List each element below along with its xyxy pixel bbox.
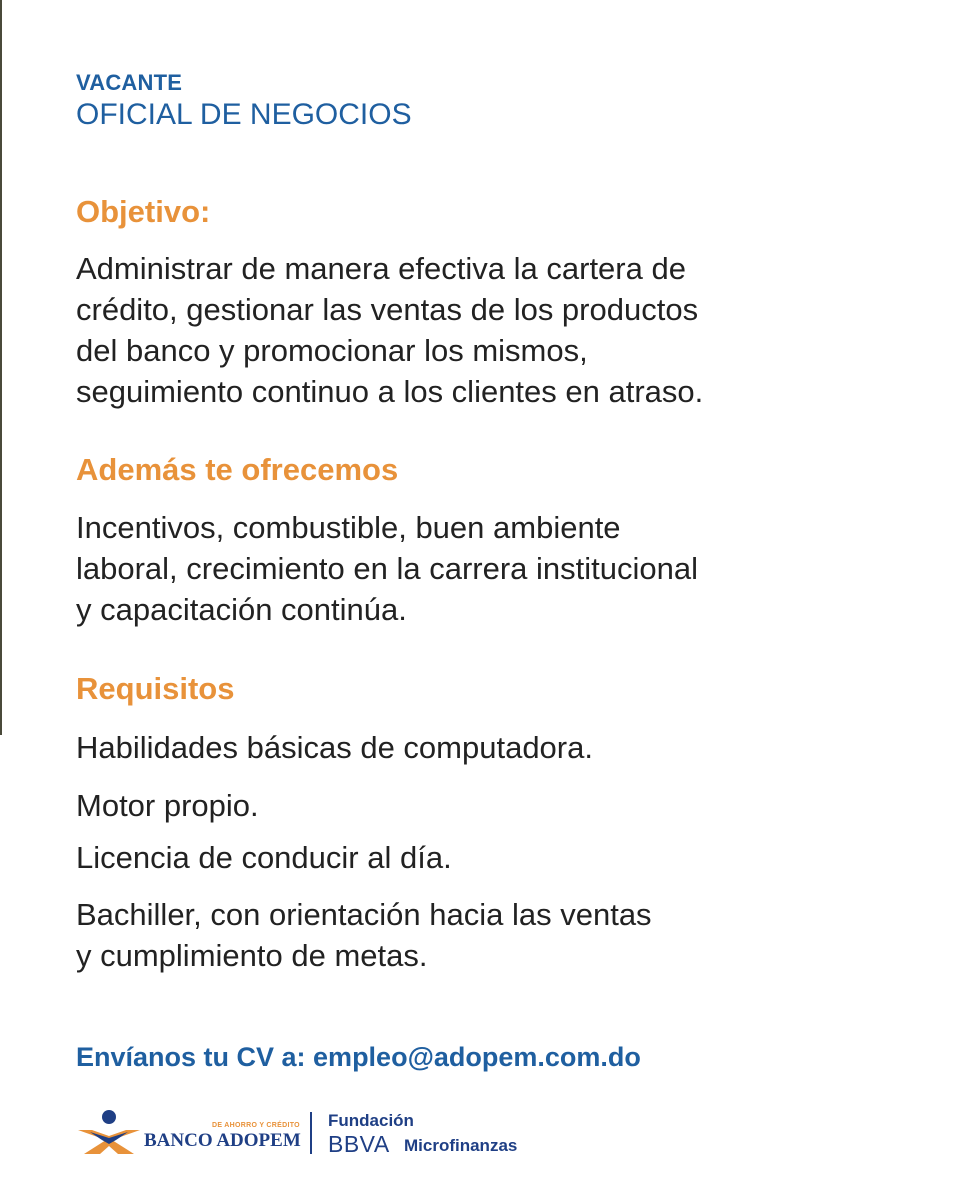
bbva-wordmark: BBVA [328,1131,390,1157]
benefits-text: Incentivos, combustible, buen ambiente laboral, crecimiento en la carrera institucional y capacitación continúa. [76,510,699,627]
vacancy-kicker: VACANTE [76,70,183,95]
bbva-foundation-label: Fundación [328,1111,414,1130]
benefits-heading: Además te ofrecemos [76,452,399,487]
job-title: OFICIAL DE NEGOCIOS [76,98,412,131]
requirement-item: Licencia de conducir al día. [76,840,452,875]
requirements-heading: Requisitos [76,671,235,706]
banco-adopem-logo [76,1108,306,1158]
adopem-name: BANCO ADOPEM [144,1130,301,1151]
objective-text: Administrar de manera efectiva la cartera de crédito, gestionar las ventas de los productos del banco y promocionar los mismos, seguimiento continuo a los clientes en atraso. [76,251,704,409]
adopem-figure-icon [76,1108,142,1158]
footer-logos [76,1108,576,1158]
logo-divider [310,1112,312,1154]
adopem-tagline: DE AHORRO Y CRÉDITO [212,1122,300,1129]
cv-email-callout: Envíanos tu CV a: empleo@adopem.com.do [76,1042,641,1072]
left-edge-line [0,0,2,735]
requirement-item: Motor propio. [76,788,259,823]
requirement-item: Habilidades básicas de computadora. [76,730,593,765]
objective-heading: Objetivo: [76,194,211,229]
requirement-item: Bachiller, con orientación hacia las ventas y cumplimiento de metas. [76,897,652,973]
bbva-microfinanzas-label: Microfinanzas [404,1136,518,1155]
